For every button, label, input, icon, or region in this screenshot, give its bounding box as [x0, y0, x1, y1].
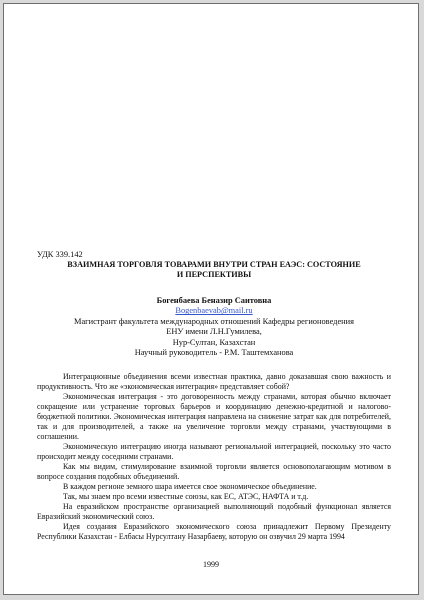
article-title-line-1: ВЗАИМНАЯ ТОРГОВЛЯ ТОВАРАМИ ВНУТРИ СТРАН ЕАЭС: СОСТОЯНИЕ	[67, 260, 361, 269]
paragraph: Так, мы знаем про всеми известные союзы, как ЕС, АТЭС, НАФТА и т.д.	[63, 492, 309, 502]
article-body	[37, 372, 391, 542]
supervisor-line: Научный руководитель - Р.М. Таштемханова	[134, 348, 294, 358]
author-email-link[interactable]: Bogenbaevab@mail.ru	[175, 306, 253, 316]
affiliation-line-3: Нур-Султан, Казахстан	[172, 337, 256, 347]
paragraph: Экономическая интеграция - это договоренность между странами, которая обычно включает сокращение или устранение торговых барьеров и координацию денежно-кредитной и налогово-бюджетной политики. Экономическая интеграция направлена на снижение затрат как для потребителей, так и для производителей, а также на увеличение торговли между странами, участвующими в соглашении.	[37, 392, 391, 442]
paragraph: В каждом регионе земного шара имеется свое экономическое объединение.	[63, 482, 317, 492]
paragraph: Идея создания Евразийского экономического союза принадлежит Первому Президенту Республики Казахстан - Елбасы Нурсултану Назарбаеву, которую он озвучил 29 марта 1994	[37, 522, 391, 542]
affiliation-line-2: ЕНУ имени Л.Н.Гумилева,	[166, 327, 262, 337]
page-number: 1999	[203, 560, 219, 569]
author-block	[37, 296, 391, 358]
paragraph: Интеграционные объединения всеми известная практика, давно доказавшая свою важность и продуктивность. Что же «экономическая интеграция» представляет собой?	[37, 372, 391, 392]
paragraph: Экономическую интеграцию иногда называют региональной интеграцией, поскольку это часто происходит между соседними странами.	[37, 442, 391, 462]
udk-code: УДК 339.142	[37, 250, 83, 259]
paragraph: Как мы видим, стимулирование взаимной торговли является основополагающим мотивом в вопросе создания подобных объединений.	[37, 462, 391, 482]
author-name: Богенбаева Беназир Саитовна	[156, 296, 272, 305]
document-page	[3, 3, 419, 595]
article-title-line-2: И ПЕРСПЕКТИВЫ	[176, 270, 252, 279]
article-content	[37, 250, 391, 542]
paragraph: На евразийском пространстве организацией выполняющий подобный функционал является Евразийский экономический союз.	[37, 502, 391, 522]
affiliation-line-1: Магистрант факультета международных отношений Кафедры регионоведения	[74, 316, 354, 326]
